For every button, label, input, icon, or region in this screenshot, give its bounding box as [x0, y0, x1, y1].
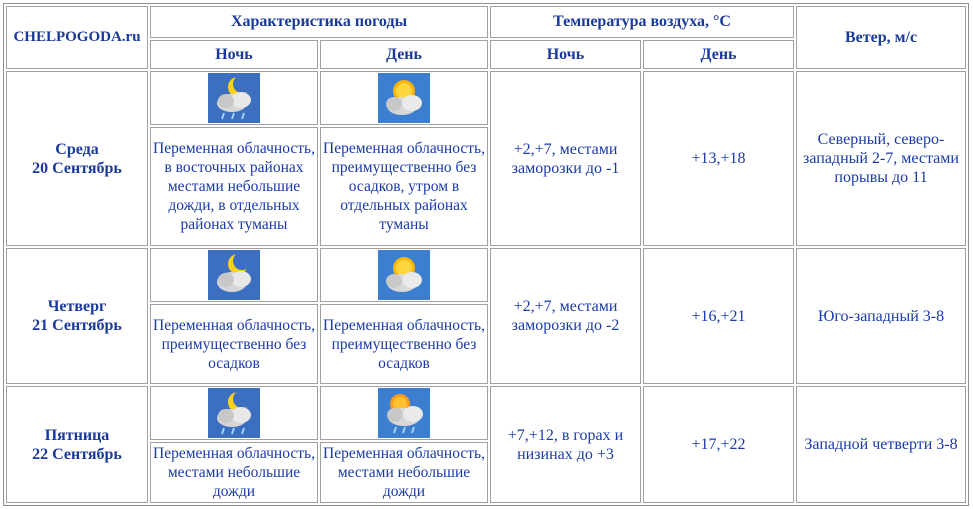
sun-cloud-icon	[378, 250, 430, 300]
night-icon-cell	[150, 248, 318, 302]
day-icon-cell	[320, 71, 488, 125]
night-description: Переменная облачность, местами небольшие дожди	[150, 442, 318, 503]
moon-cloud-rain-icon	[208, 73, 260, 123]
temp-night-cell: +7,+12, в горах и низинах до +3	[490, 386, 641, 503]
day-description: Переменная облачность, местами небольшие дожди	[320, 442, 488, 503]
date: 21 Сентябрь	[32, 317, 122, 335]
date: 22 Сентябрь	[32, 445, 122, 463]
temp-night-header: Ночь	[490, 40, 641, 69]
day-description: Переменная облачность, преимущественно без осадков, утром в отдельных районах туманы	[320, 127, 488, 247]
sun-cloud-icon	[378, 73, 430, 123]
day-icon-cell	[320, 386, 488, 440]
date: 20 Сентябрь	[32, 159, 122, 177]
wind-cell: Юго-западный 3-8	[796, 248, 966, 384]
day-description: Переменная облачность, преимущественно без осадков	[320, 304, 488, 385]
site-name: CHELPOGODA.ru	[6, 6, 148, 69]
weekday: Среда	[55, 140, 99, 158]
night-description: Переменная облачность, преимущественно без осадков	[150, 304, 318, 385]
weekday: Четверг	[47, 298, 107, 316]
night-icon-cell	[150, 386, 318, 440]
moon-cloud-rain-icon	[208, 388, 260, 438]
temp-day-cell: +13,+18	[643, 71, 794, 246]
temp-night-cell: +2,+7, местами заморозки до -1	[490, 71, 641, 246]
weather-char-header: Характеристика погоды	[150, 6, 488, 38]
day-icon-cell	[320, 248, 488, 302]
night-header: Ночь	[150, 40, 318, 69]
forecast-table	[3, 3, 969, 506]
night-icon-cell	[150, 71, 318, 125]
wind-cell: Северный, северо-западный 2-7, местами порывы до 11	[796, 71, 966, 246]
wind-cell: Западной четверти 3-8	[796, 386, 966, 503]
temp-night-cell: +2,+7, местами заморозки до -2	[490, 248, 641, 384]
wind-header: Ветер, м/с	[796, 6, 966, 69]
day-label	[6, 248, 148, 384]
moon-cloud-icon	[208, 250, 260, 300]
temp-day-cell: +17,+22	[643, 386, 794, 503]
weekday: Пятница	[44, 426, 110, 444]
day-header: День	[320, 40, 488, 69]
temperature-header: Температура воздуха, °С	[490, 6, 794, 38]
temp-day-cell: +16,+21	[643, 248, 794, 384]
day-label	[6, 71, 148, 246]
day-label	[6, 386, 148, 503]
sun-cloud-rain-icon	[378, 388, 430, 438]
night-description: Переменная облачность, в восточных районах местами небольшие дожди, в отдельных районах туманы	[150, 127, 318, 247]
temp-day-header: День	[643, 40, 794, 69]
